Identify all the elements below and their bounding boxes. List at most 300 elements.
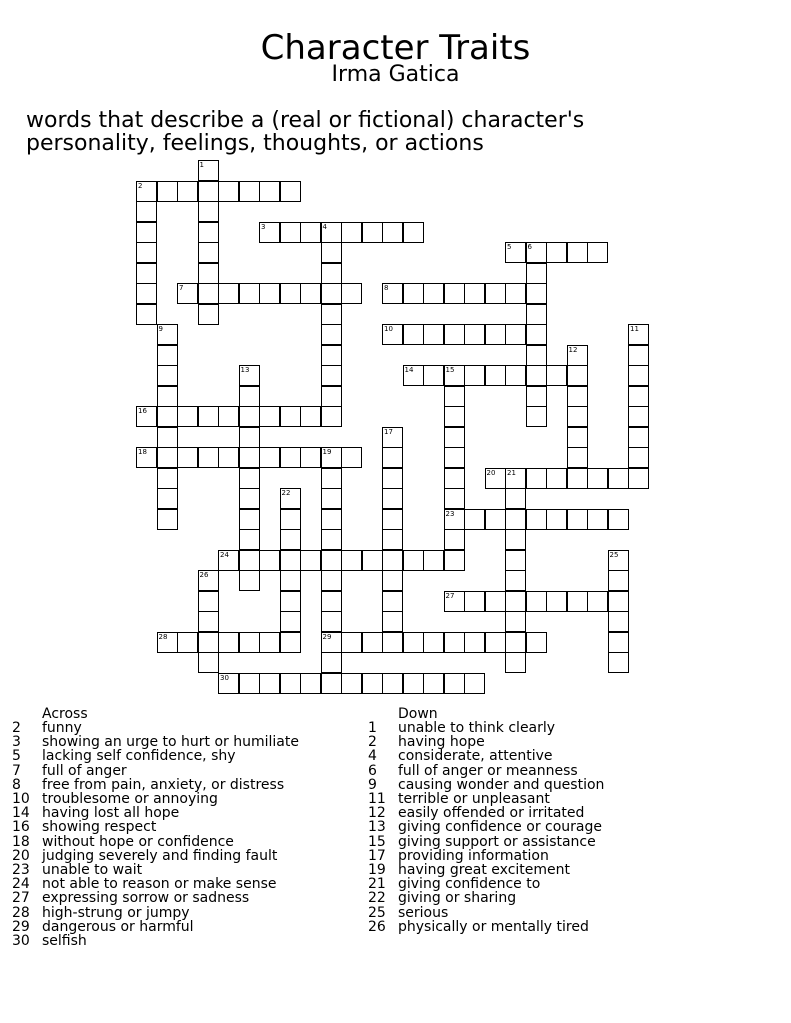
clue-item-text: dangerous or harmful <box>42 918 194 935</box>
grid-cell[interactable] <box>259 181 280 202</box>
grid-cell[interactable] <box>382 447 403 468</box>
grid-cell[interactable] <box>444 406 465 427</box>
grid-cell[interactable] <box>608 652 629 673</box>
grid-cell[interactable] <box>321 591 342 612</box>
grid-cell[interactable] <box>321 509 342 530</box>
grid-cell[interactable] <box>526 263 547 284</box>
clue-number: 24 <box>220 550 229 559</box>
grid-cell[interactable] <box>526 468 547 489</box>
grid-cell[interactable] <box>321 468 342 489</box>
grid-cell[interactable] <box>382 324 403 345</box>
grid-cell[interactable] <box>526 283 547 304</box>
grid-cell[interactable] <box>198 406 219 427</box>
grid-cell[interactable] <box>608 611 629 632</box>
description-line-1: words that describe a (real or fictional) character's <box>26 108 585 133</box>
grid-cell[interactable] <box>259 283 280 304</box>
grid-cell[interactable] <box>280 611 301 632</box>
grid-cell[interactable] <box>505 591 526 612</box>
grid-cell[interactable] <box>546 468 567 489</box>
grid-cell[interactable] <box>444 550 465 571</box>
clue-number: 4 <box>322 222 327 231</box>
grid-cell[interactable] <box>382 222 403 243</box>
grid-cell[interactable] <box>136 283 157 304</box>
grid-cell[interactable] <box>526 632 547 653</box>
grid-cell[interactable] <box>198 632 219 653</box>
grid-cell[interactable] <box>382 488 403 509</box>
grid-cell[interactable] <box>198 570 219 591</box>
grid-cell[interactable] <box>403 222 424 243</box>
grid-cell[interactable] <box>280 283 301 304</box>
grid-cell[interactable] <box>526 509 547 530</box>
grid-cell[interactable] <box>423 632 444 653</box>
grid-cell[interactable] <box>239 386 260 407</box>
grid-cell[interactable] <box>341 673 362 694</box>
grid-cell[interactable] <box>321 550 342 571</box>
grid-cell[interactable] <box>505 632 526 653</box>
grid-cell[interactable] <box>526 345 547 366</box>
grid-cell[interactable] <box>218 447 239 468</box>
grid-cell[interactable] <box>464 591 485 612</box>
grid-cell[interactable] <box>321 263 342 284</box>
grid-cell[interactable] <box>444 529 465 550</box>
grid-cell[interactable] <box>382 529 403 550</box>
grid-cell[interactable] <box>464 365 485 386</box>
grid-cell[interactable] <box>239 509 260 530</box>
grid-cell[interactable] <box>218 406 239 427</box>
grid-cell[interactable] <box>177 447 198 468</box>
clue-item-text: having lost all hope <box>42 805 180 822</box>
grid-cell[interactable] <box>157 509 178 530</box>
grid-cell[interactable] <box>280 222 301 243</box>
grid-cell[interactable] <box>628 345 649 366</box>
grid-cell[interactable] <box>505 488 526 509</box>
grid-cell[interactable] <box>505 611 526 632</box>
grid-cell[interactable] <box>341 632 362 653</box>
clue-item-number: 26 <box>368 918 386 935</box>
grid-cell[interactable] <box>505 550 526 571</box>
grid-cell[interactable] <box>423 673 444 694</box>
grid-cell[interactable] <box>628 406 649 427</box>
grid-cell[interactable] <box>382 673 403 694</box>
clue-item-text: easily offended or irritated <box>398 805 585 822</box>
grid-cell[interactable] <box>567 365 588 386</box>
clue-number: 5 <box>507 243 512 251</box>
grid-cell[interactable] <box>628 447 649 468</box>
grid-cell[interactable] <box>485 632 506 653</box>
grid-cell[interactable] <box>280 550 301 571</box>
grid-cell[interactable] <box>321 611 342 632</box>
clue-item-number: 1 <box>368 720 377 736</box>
grid-cell[interactable] <box>157 468 178 489</box>
clue-item-number: 6 <box>368 762 377 779</box>
grid-cell[interactable] <box>382 468 403 489</box>
grid-cell[interactable] <box>403 283 424 304</box>
clue-item-text: selfish <box>42 933 87 949</box>
clue-item-number: 18 <box>12 833 30 850</box>
grid-cell[interactable] <box>403 632 424 653</box>
grid-cell[interactable] <box>341 283 362 304</box>
grid-cell[interactable] <box>259 673 280 694</box>
grid-cell[interactable] <box>464 632 485 653</box>
grid-cell[interactable] <box>198 160 219 181</box>
grid-cell[interactable] <box>280 447 301 468</box>
grid-cell[interactable] <box>567 591 588 612</box>
grid-cell[interactable] <box>321 324 342 345</box>
grid-cell[interactable] <box>382 283 403 304</box>
grid-cell[interactable] <box>198 181 219 202</box>
grid-cell[interactable] <box>546 591 567 612</box>
grid-cell[interactable] <box>403 365 424 386</box>
grid-cell[interactable] <box>177 181 198 202</box>
clue-item-number: 21 <box>368 876 386 893</box>
grid-cell[interactable] <box>239 673 260 694</box>
grid-cell[interactable] <box>628 386 649 407</box>
clue-item-text: unable to think clearly <box>398 720 556 736</box>
grid-cell[interactable] <box>136 406 157 427</box>
grid-cell[interactable] <box>526 304 547 325</box>
down-heading: Down <box>398 706 438 722</box>
grid-cell[interactable] <box>239 529 260 550</box>
grid-cell[interactable] <box>505 570 526 591</box>
grid-cell[interactable] <box>136 181 157 202</box>
grid-cell[interactable] <box>628 324 649 345</box>
grid-cell[interactable] <box>567 406 588 427</box>
grid-cell[interactable] <box>444 509 465 530</box>
grid-cell[interactable] <box>218 181 239 202</box>
clue-item-text: showing respect <box>42 819 157 836</box>
grid-cell[interactable] <box>300 447 321 468</box>
grid-cell[interactable] <box>444 283 465 304</box>
grid-cell[interactable] <box>485 468 506 489</box>
grid-cell[interactable] <box>362 673 383 694</box>
grid-cell[interactable] <box>218 632 239 653</box>
grid-cell[interactable] <box>321 673 342 694</box>
grid-cell[interactable] <box>218 673 239 694</box>
grid-cell[interactable] <box>587 468 608 489</box>
grid-cell[interactable] <box>628 365 649 386</box>
clue-number: 12 <box>568 345 578 354</box>
grid-cell[interactable] <box>321 406 342 427</box>
clue-number: 27 <box>445 591 455 600</box>
clue-item-text: troublesome or annoying <box>42 791 218 807</box>
grid-cell[interactable] <box>239 406 260 427</box>
grid-cell[interactable] <box>526 406 547 427</box>
grid-cell[interactable] <box>280 406 301 427</box>
grid-cell[interactable] <box>382 550 403 571</box>
grid-cell[interactable] <box>259 447 280 468</box>
grid-cell[interactable] <box>341 222 362 243</box>
grid-cell[interactable] <box>280 509 301 530</box>
grid-cell[interactable] <box>280 673 301 694</box>
grid-cell[interactable] <box>157 324 178 345</box>
clue-item-number: 30 <box>12 933 30 949</box>
grid-cell[interactable] <box>485 509 506 530</box>
grid-cell[interactable] <box>321 345 342 366</box>
grid-cell[interactable] <box>136 201 157 222</box>
grid-cell[interactable] <box>321 242 342 263</box>
grid-cell[interactable] <box>157 488 178 509</box>
grid-cell[interactable] <box>546 365 567 386</box>
grid-cell[interactable] <box>157 447 178 468</box>
grid-cell[interactable] <box>341 550 362 571</box>
clue-item-text: giving confidence or courage <box>398 819 602 836</box>
grid-cell[interactable] <box>321 529 342 550</box>
grid-cell[interactable] <box>321 447 342 468</box>
grid-cell[interactable] <box>198 611 219 632</box>
clue-item-number: 15 <box>368 833 386 850</box>
grid-cell[interactable] <box>321 304 342 325</box>
grid-cell[interactable] <box>198 242 219 263</box>
grid-cell[interactable] <box>280 488 301 509</box>
grid-cell[interactable] <box>259 550 280 571</box>
clue-item-text: having hope <box>398 734 485 751</box>
grid-cell[interactable] <box>136 304 157 325</box>
grid-cell[interactable] <box>423 550 444 571</box>
grid-cell[interactable] <box>382 591 403 612</box>
grid-cell[interactable] <box>300 550 321 571</box>
grid-cell[interactable] <box>444 591 465 612</box>
grid-cell[interactable] <box>382 509 403 530</box>
clue-item-number: 25 <box>368 904 386 921</box>
clue-item-number: 4 <box>368 748 377 765</box>
grid-cell[interactable] <box>444 447 465 468</box>
clue-item-text: providing information <box>398 847 549 864</box>
grid-cell[interactable] <box>444 427 465 448</box>
grid-cell[interactable] <box>382 570 403 591</box>
grid-cell[interactable] <box>485 365 506 386</box>
clue-item-number: 24 <box>12 876 30 893</box>
clue-number: 22 <box>281 489 291 497</box>
grid-cell[interactable] <box>239 365 260 386</box>
grid-cell[interactable] <box>546 509 567 530</box>
grid-cell[interactable] <box>280 591 301 612</box>
grid-cell[interactable] <box>526 365 547 386</box>
grid-cell[interactable] <box>157 181 178 202</box>
grid-cell[interactable] <box>321 222 342 243</box>
grid-cell[interactable] <box>505 529 526 550</box>
grid-cell[interactable] <box>505 468 526 489</box>
grid-cell[interactable] <box>567 427 588 448</box>
clue-item-text: giving confidence to <box>398 876 541 893</box>
grid-cell[interactable] <box>239 468 260 489</box>
across-heading: Across <box>42 706 88 722</box>
grid-cell[interactable] <box>136 263 157 284</box>
grid-cell[interactable] <box>239 283 260 304</box>
grid-cell[interactable] <box>362 222 383 243</box>
grid-cell[interactable] <box>546 242 567 263</box>
grid-cell[interactable] <box>136 242 157 263</box>
grid-cell[interactable] <box>505 242 526 263</box>
grid-cell[interactable] <box>444 673 465 694</box>
clue-number: 8 <box>384 284 389 292</box>
grid-cell[interactable] <box>587 591 608 612</box>
grid-cell[interactable] <box>567 447 588 468</box>
clue-number: 23 <box>445 509 455 518</box>
grid-cell[interactable] <box>136 447 157 468</box>
grid-cell[interactable] <box>464 283 485 304</box>
grid-cell[interactable] <box>362 550 383 571</box>
grid-cell[interactable] <box>239 570 260 591</box>
grid-cell[interactable] <box>362 632 383 653</box>
clue-item-number: 3 <box>12 734 21 751</box>
grid-cell[interactable] <box>239 488 260 509</box>
grid-cell[interactable] <box>403 673 424 694</box>
grid-cell[interactable] <box>300 406 321 427</box>
clue-number: 6 <box>527 243 532 251</box>
grid-cell[interactable] <box>382 632 403 653</box>
grid-cell[interactable] <box>218 283 239 304</box>
grid-cell[interactable] <box>444 365 465 386</box>
grid-cell[interactable] <box>444 488 465 509</box>
clue-number: 14 <box>404 366 414 374</box>
grid-cell[interactable] <box>321 652 342 673</box>
clue-item-number: 27 <box>12 890 30 907</box>
grid-cell[interactable] <box>423 283 444 304</box>
grid-cell[interactable] <box>444 386 465 407</box>
grid-cell[interactable] <box>157 386 178 407</box>
grid-cell[interactable] <box>239 632 260 653</box>
grid-cell[interactable] <box>526 591 547 612</box>
grid-cell[interactable] <box>300 222 321 243</box>
grid-cell[interactable] <box>608 570 629 591</box>
grid-cell[interactable] <box>505 652 526 673</box>
grid-cell[interactable] <box>444 468 465 489</box>
grid-cell[interactable] <box>198 283 219 304</box>
grid-cell[interactable] <box>198 591 219 612</box>
grid-cell[interactable] <box>464 509 485 530</box>
grid-cell[interactable] <box>157 365 178 386</box>
grid-cell[interactable] <box>567 386 588 407</box>
clue-number: 3 <box>261 222 266 231</box>
grid-cell[interactable] <box>198 263 219 284</box>
clue-number: 30 <box>220 673 229 682</box>
grid-cell[interactable] <box>239 427 260 448</box>
grid-cell[interactable] <box>485 591 506 612</box>
clue-item-text: full of anger or meanness <box>398 762 578 779</box>
grid-cell[interactable] <box>321 386 342 407</box>
grid-cell[interactable] <box>259 406 280 427</box>
grid-cell[interactable] <box>157 345 178 366</box>
grid-cell[interactable] <box>505 324 526 345</box>
clue-number: 21 <box>507 468 516 477</box>
grid-cell[interactable] <box>280 529 301 550</box>
clue-number: 20 <box>486 468 496 477</box>
grid-cell[interactable] <box>321 570 342 591</box>
grid-cell[interactable] <box>280 632 301 653</box>
grid-cell[interactable] <box>321 365 342 386</box>
grid-cell[interactable] <box>280 570 301 591</box>
grid-cell[interactable] <box>587 242 608 263</box>
clue-item-number: 7 <box>12 762 21 779</box>
grid-cell[interactable] <box>382 611 403 632</box>
grid-cell[interactable] <box>341 447 362 468</box>
grid-cell[interactable] <box>485 283 506 304</box>
grid-cell[interactable] <box>177 632 198 653</box>
grid-cell[interactable] <box>505 509 526 530</box>
grid-cell[interactable] <box>157 632 178 653</box>
grid-cell[interactable] <box>321 632 342 653</box>
grid-cell[interactable] <box>218 550 239 571</box>
grid-cell[interactable] <box>177 406 198 427</box>
grid-cell[interactable] <box>198 222 219 243</box>
clue-item-number: 10 <box>12 791 30 807</box>
grid-cell[interactable] <box>259 222 280 243</box>
grid-cell[interactable] <box>157 427 178 448</box>
grid-cell[interactable] <box>239 181 260 202</box>
clue-number: 9 <box>158 325 163 333</box>
clue-number: 15 <box>445 366 455 374</box>
clue-item-text: without hope or confidence <box>42 833 234 850</box>
grid-cell[interactable] <box>177 283 198 304</box>
grid-cell[interactable] <box>608 632 629 653</box>
author-name: Irma Gatica <box>331 62 460 87</box>
grid-cell[interactable] <box>567 242 588 263</box>
grid-cell[interactable] <box>444 632 465 653</box>
clue-item-text: high-strung or jumpy <box>42 904 190 921</box>
grid-cell[interactable] <box>628 427 649 448</box>
grid-cell[interactable] <box>403 324 424 345</box>
clue-number: 13 <box>240 366 250 374</box>
grid-cell[interactable] <box>239 550 260 571</box>
grid-cell[interactable] <box>259 632 280 653</box>
clue-item-text: expressing sorrow or sadness <box>42 890 250 907</box>
grid-cell[interactable] <box>198 201 219 222</box>
grid-cell[interactable] <box>239 447 260 468</box>
grid-cell[interactable] <box>526 242 547 263</box>
grid-cell[interactable] <box>567 345 588 366</box>
grid-cell[interactable] <box>628 468 649 489</box>
grid-cell[interactable] <box>300 673 321 694</box>
grid-cell[interactable] <box>136 222 157 243</box>
grid-cell[interactable] <box>485 324 506 345</box>
grid-cell[interactable] <box>464 673 485 694</box>
grid-cell[interactable] <box>403 550 424 571</box>
clue-item-number: 23 <box>12 862 30 878</box>
grid-cell[interactable] <box>444 324 465 345</box>
grid-cell[interactable] <box>300 283 321 304</box>
grid-cell[interactable] <box>526 324 547 345</box>
clue-item-text: giving or sharing <box>398 890 517 907</box>
grid-cell[interactable] <box>587 509 608 530</box>
clue-number: 28 <box>158 632 168 641</box>
grid-cell[interactable] <box>505 283 526 304</box>
grid-cell[interactable] <box>157 406 178 427</box>
grid-cell[interactable] <box>198 304 219 325</box>
grid-cell[interactable] <box>608 468 629 489</box>
clue-item-number: 29 <box>12 918 30 935</box>
grid-cell[interactable] <box>608 509 629 530</box>
grid-cell[interactable] <box>423 324 444 345</box>
clue-number: 19 <box>322 448 332 456</box>
grid-cell[interactable] <box>567 468 588 489</box>
grid-cell[interactable] <box>608 550 629 571</box>
grid-cell[interactable] <box>321 283 342 304</box>
grid-cell[interactable] <box>608 591 629 612</box>
grid-cell[interactable] <box>505 365 526 386</box>
grid-cell[interactable] <box>423 365 444 386</box>
grid-cell[interactable] <box>567 509 588 530</box>
grid-cell[interactable] <box>198 652 219 673</box>
clue-item-text: judging severely and finding fault <box>42 847 278 864</box>
grid-cell[interactable] <box>198 447 219 468</box>
grid-cell[interactable] <box>526 386 547 407</box>
grid-cell[interactable] <box>321 488 342 509</box>
grid-cell[interactable] <box>280 181 301 202</box>
clue-number: 26 <box>199 571 209 579</box>
clue-item-number: 22 <box>368 890 386 907</box>
grid-cell[interactable] <box>382 427 403 448</box>
grid-cell[interactable] <box>464 324 485 345</box>
